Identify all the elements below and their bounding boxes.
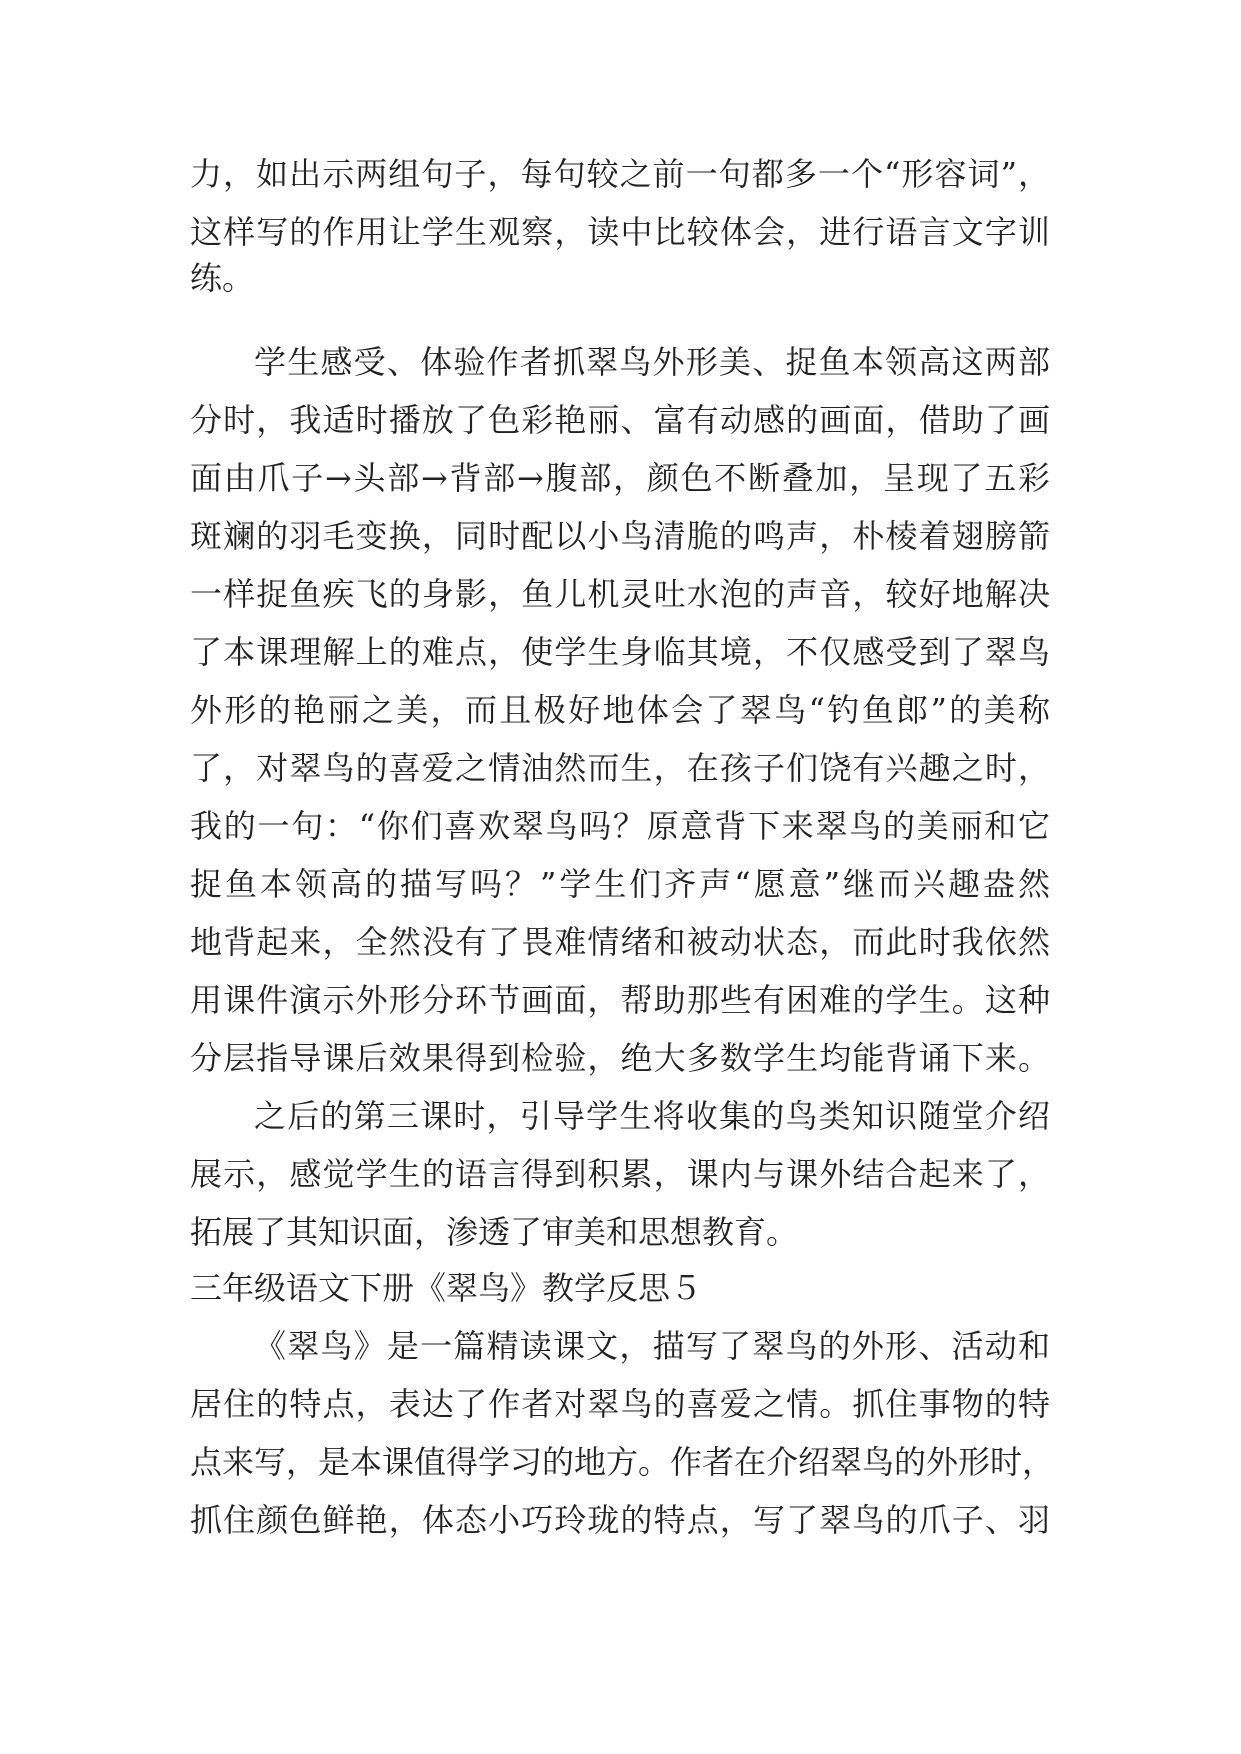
- paragraph-2-line-10: 捉鱼本领高的描写吗？”学生们齐声“愿意”继而兴趣盎然: [190, 865, 1050, 903]
- paragraph-2-line-12: 用课件演示外形分环节画面，帮助那些有困难的学生。这种: [190, 981, 1050, 1019]
- paragraph-2-line-6: 了本课理解上的难点，使学生身临其境，不仅感受到了翠鸟: [190, 633, 1050, 671]
- section-heading: 三年级语文下册《翠鸟》教学反思５: [190, 1269, 703, 1307]
- paragraph-2-line-4: 斑斓的羽毛变换，同时配以小鸟清脆的鸣声，朴棱着翅膀箭: [190, 517, 1050, 555]
- paragraph-1-line-3: 练。: [190, 259, 255, 297]
- paragraph-4-line-4: 抓住颜色鲜艳，体态小巧玲珑的特点，写了翠鸟的爪子、羽: [190, 1501, 1050, 1539]
- paragraph-3-line-2: 展示，感觉学生的语言得到积累，课内与课外结合起来了，: [190, 1155, 1050, 1193]
- paragraph-3-line-1: 之后的第三课时，引导学生将收集的鸟类知识随堂介绍: [254, 1097, 1050, 1135]
- paragraph-1-line-2: 这样写的作用让学生观察，读中比较体会，进行语言文字训: [190, 213, 1050, 251]
- paragraph-2-line-1: 学生感受、体验作者抓翠鸟外形美、捉鱼本领高这两部: [254, 343, 1050, 381]
- paragraph-2-line-2: 分时，我适时播放了色彩艳丽、富有动感的画面，借助了画: [190, 401, 1050, 439]
- paragraph-2-line-8: 了，对翠鸟的喜爱之情油然而生，在孩子们饶有兴趣之时，: [190, 749, 1050, 787]
- paragraph-1-line-1: 力，如出示两组句子，每句较之前一句都多一个“形容词”，: [190, 155, 1050, 193]
- paragraph-3-line-3: 拓展了其知识面，渗透了审美和思想教育。: [190, 1213, 799, 1251]
- paragraph-2-line-13: 分层指导课后效果得到检验，绝大多数学生均能背诵下来。: [190, 1039, 1050, 1077]
- paragraph-2-line-5: 一样捉鱼疾飞的身影，鱼儿机灵吐水泡的声音，较好地解决: [190, 575, 1050, 613]
- paragraph-2-line-9: 我的一句：“你们喜欢翠鸟吗？原意背下来翠鸟的美丽和它: [190, 807, 1050, 845]
- paragraph-4-line-3: 点来写，是本课值得学习的地方。作者在介绍翠鸟的外形时，: [190, 1443, 1055, 1481]
- paragraph-2-line-7: 外形的艳丽之美，而且极好地体会了翠鸟“钓鱼郎”的美称: [190, 691, 1050, 729]
- paragraph-4-line-1: 《翠鸟》是一篇精读课文，描写了翠鸟的外形、活动和: [254, 1327, 1050, 1365]
- paragraph-2-line-3: 面由爪子→头部→背部→腹部，颜色不断叠加，呈现了五彩: [190, 459, 1050, 497]
- paragraph-2-line-11: 地背起来，全然没有了畏难情绪和被动状态，而此时我依然: [190, 923, 1050, 961]
- paragraph-4-line-2: 居住的特点，表达了作者对翠鸟的喜爱之情。抓住事物的特: [190, 1385, 1050, 1423]
